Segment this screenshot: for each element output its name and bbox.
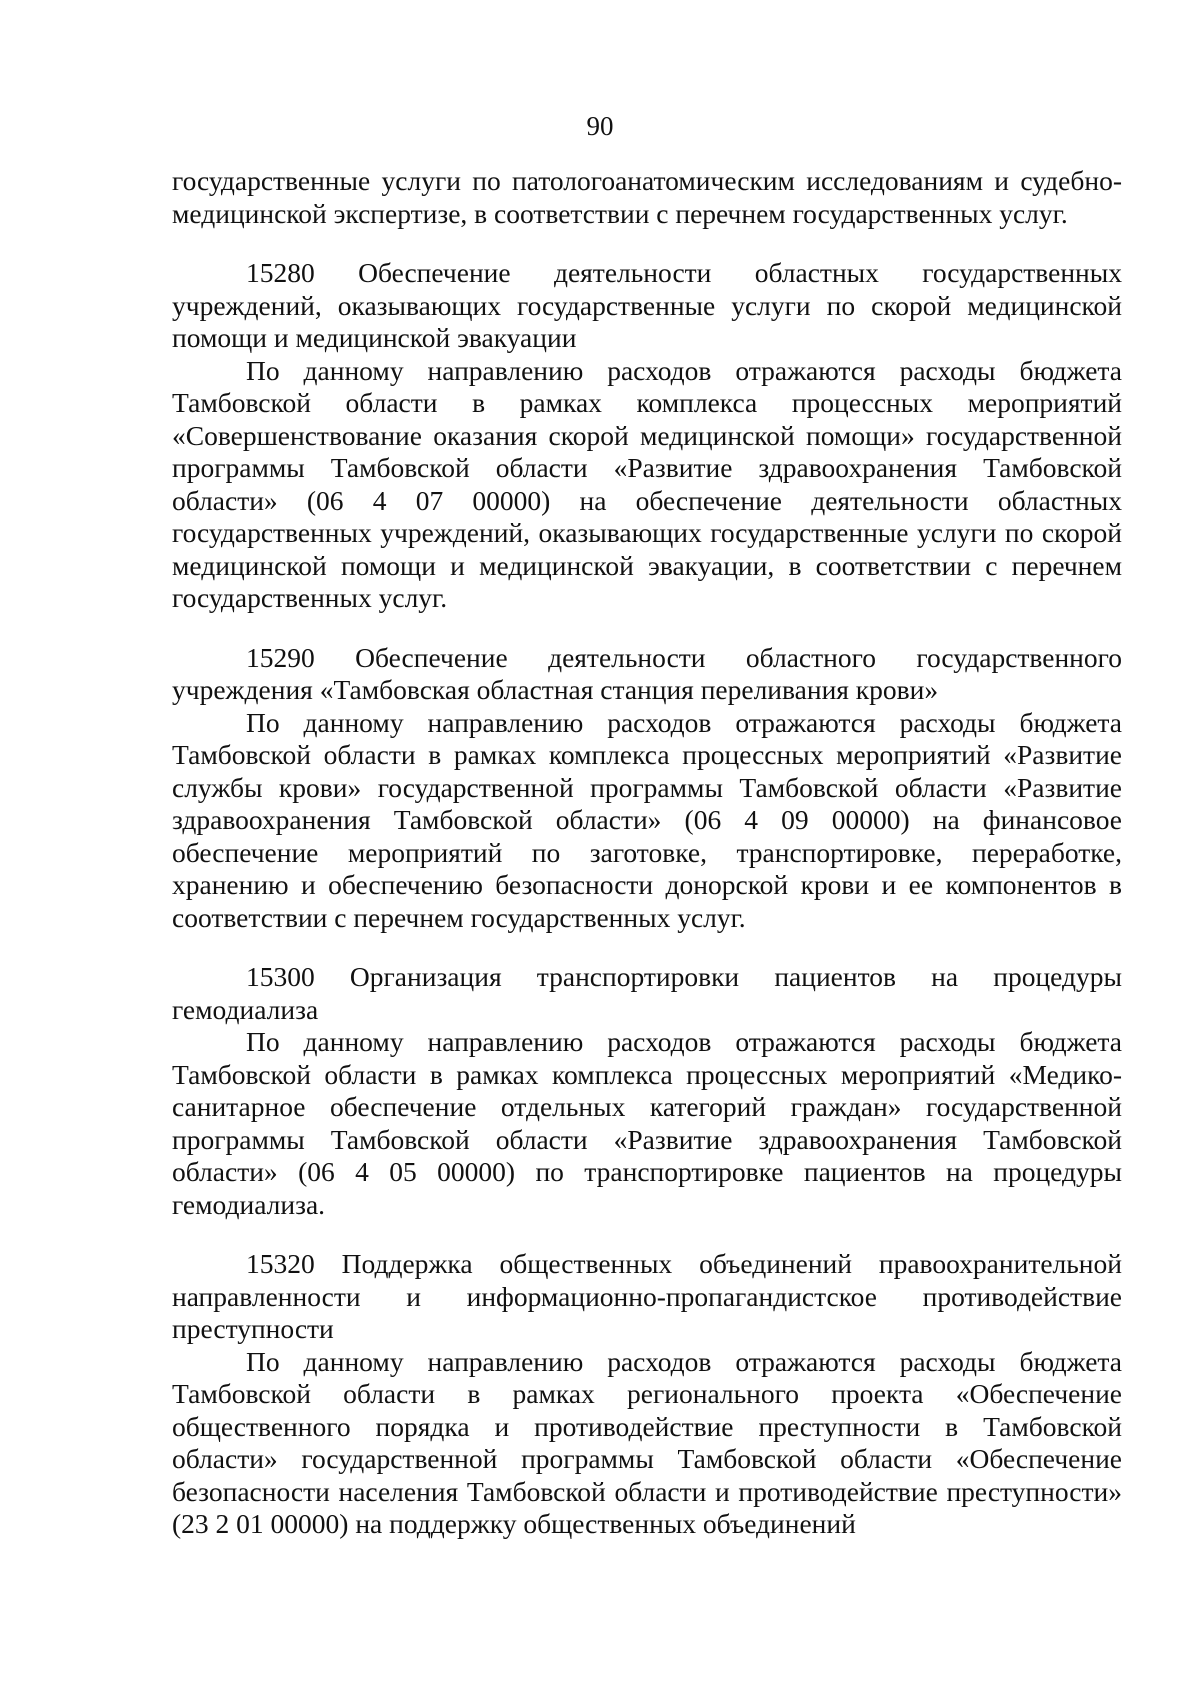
section-15280 — [172, 257, 1122, 615]
section-paragraph: По данному направлению расходов отражаются расходы бюджета Тамбовской области в рамках комплекса процессных мероприятий «Медико-санитарное обеспечение отдельных категорий граждан» государственной программы Тамбовской области «Развитие здравоохранения Тамбовской области» (06 4 05 00000) по транспортировке пациентов на процедуры гемодиализа. — [172, 1026, 1122, 1220]
document-body — [172, 165, 1122, 1541]
section-15300 — [172, 961, 1122, 1221]
page-number: 90 — [586, 111, 614, 141]
continuation-paragraph: государственные услуги по патологоанатомическим исследованиям и судебно-медицинской экспертизе, в соответствии с перечнем государственных услуг. — [172, 165, 1122, 229]
section-heading: 15280 Обеспечение деятельности областных государственных учреждений, оказывающих государственные услуги по скорой медицинской помощи и медицинской эвакуации — [172, 257, 1122, 353]
section-paragraph: По данному направлению расходов отражаются расходы бюджета Тамбовской области в рамках комплекса процессных мероприятий «Развитие службы крови» государственной программы Тамбовской области «Развитие здравоохранения Тамбовской области» (06 4 09 00000) на финансовое обеспечение мероприятий по заготовке, транспортировке, переработке, хранению и обеспечению безопасности донорской крови и ее компонентов в соответствии с перечнем государственных услуг. — [172, 706, 1122, 933]
section-paragraph: По данному направлению расходов отражаются расходы бюджета Тамбовской области в рамках регионального проекта «Обеспечение общественного порядка и противодействие преступности в Тамбовской области» государственной программы Тамбовской области «Обеспечение безопасности населения Тамбовской области и противодействие преступности» (23 2 01 00000) на поддержку общественных объединений — [172, 1345, 1122, 1539]
section-15290 — [172, 642, 1122, 935]
section-15320 — [172, 1248, 1122, 1541]
section-heading: 15320 Поддержка общественных объединений правоохранительной направленности и информационно-пропагандистское противодействие преступности — [172, 1248, 1122, 1344]
section-heading: 15300 Организация транспортировки пациентов на процедуры гемодиализа — [172, 961, 1122, 1025]
section-paragraph: По данному направлению расходов отражаются расходы бюджета Тамбовской области в рамках комплекса процессных мероприятий «Совершенствование оказания скорой медицинской помощи» государственной программы Тамбовской области «Развитие здравоохранения Тамбовской области» (06 4 07 00000) на обеспечение деятельности областных государственных учреждений, оказывающих государственные услуги по скорой медицинской помощи и медицинской эвакуации, в соответствии с перечнем государственных услуг. — [172, 354, 1122, 613]
section-heading: 15290 Обеспечение деятельности областного государственного учреждения «Тамбовская областная станция переливания крови» — [172, 641, 1122, 705]
